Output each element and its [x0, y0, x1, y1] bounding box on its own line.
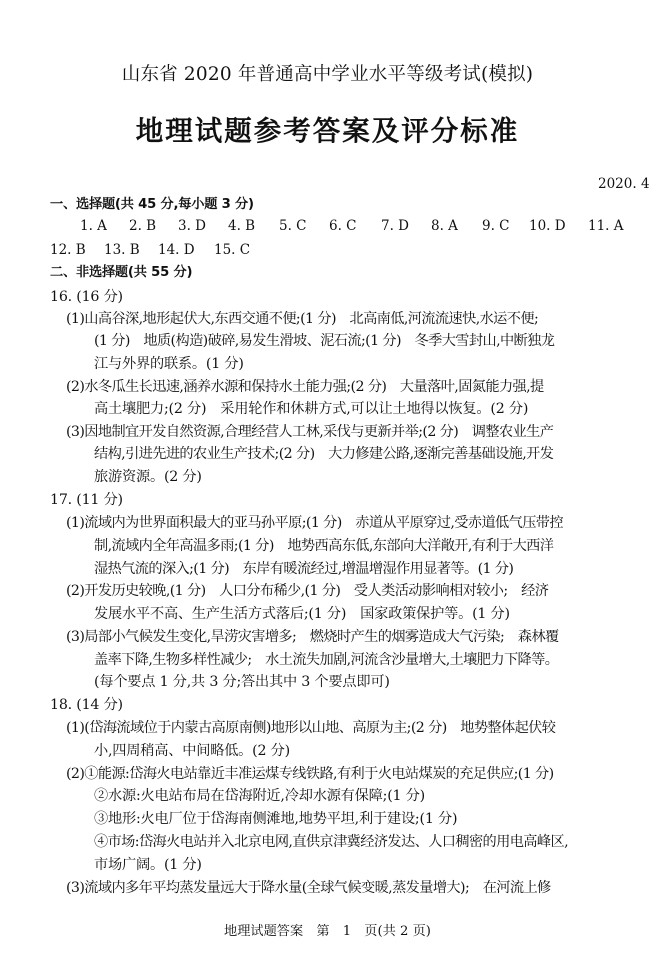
- answer-line: (3)因地制宜开发自然资源,合理经营人工林,采伐与更新并举;(2 分) 调整农业生产: [66, 424, 554, 440]
- answer-line: 制,流域内全年高温多雨;(1 分) 地势西高东低,东部向大洋敞开,有利于大西洋: [94, 538, 554, 554]
- choice-answer: 13. B: [104, 242, 140, 258]
- answer-line: 小,四周稍高、中间略低。(2 分): [94, 743, 290, 759]
- answer-line: (每个要点 1 分,共 3 分;答出其中 3 个要点即可): [94, 674, 390, 690]
- choice-answer: 15. C: [214, 242, 251, 258]
- choice-answer: 14. D: [158, 242, 195, 258]
- answer-line: ②水源:火电站布局在岱海附近,冷却水源有保障;(1 分): [94, 788, 426, 804]
- choice-answer: 8. A: [431, 218, 458, 234]
- answer-line: (3)流域内多年平均蒸发量远大于降水量(全球气候变暖,蒸发量增大); 在河流上修: [66, 880, 551, 896]
- answer-line: 结构,引进先进的农业生产技术;(2 分) 大力修建公路,逐渐完善基础设施,开发: [94, 446, 554, 462]
- answer-line: ③地形:火电厂位于岱海南侧滩地,地势平坦,利于建设;(1 分): [94, 811, 458, 827]
- answer-line: 江与外界的联系。(1 分): [94, 356, 244, 372]
- choice-answer: 5. C: [279, 218, 307, 234]
- choice-answer: 9. C: [482, 218, 510, 234]
- choice-answer: 3. D: [178, 218, 206, 234]
- answer-line: (1)(岱海流域位于内蒙古高原南侧)地形以山地、高原为主;(2 分) 地势整体起伏较: [66, 720, 556, 736]
- section-heading-nonchoice: 二、非选择题(共 55 分): [50, 265, 193, 280]
- answer-line: 湿热气流的深入;(1 分) 东岸有暖流经过,增温增湿作用显著等。(1 分): [94, 561, 514, 577]
- answer-line: 发展水平不高、生产生活方式落后;(1 分) 国家政策保护等。(1 分): [94, 606, 510, 622]
- answer-line: (2)水冬瓜生长迅速,涵养水源和保持水土能力强;(2 分) 大量落叶,固氮能力强,提: [66, 379, 544, 395]
- choice-answer: 12. B: [50, 242, 86, 258]
- answer-line: 旅游资源。(2 分): [94, 469, 202, 485]
- answer-line: (1)流域内为世界面积最大的亚马孙平原;(1 分) 赤道从平原穿过,受赤道低气压带控: [66, 515, 563, 531]
- page-footer: 地理试题答案 第 1 页(共 2 页): [224, 924, 431, 939]
- choice-answer: 2. B: [129, 218, 157, 234]
- document-title: 地理试题参考答案及评分标准: [135, 115, 520, 147]
- choice-answer: 7. D: [381, 218, 409, 234]
- choice-answer: 10. D: [529, 218, 566, 234]
- choice-answer: 4. B: [228, 218, 256, 234]
- answer-line: (1)山高谷深,地形起伏大,东西交通不便;(1 分) 北高南低,河流流速快,水运不便;: [66, 311, 539, 327]
- answer-line: (1 分) 地质(构造)破碎,易发生滑坡、泥石流;(1 分) 冬季大雪封山,中断独龙: [94, 333, 555, 349]
- choice-answer: 6. C: [329, 218, 357, 234]
- answer-line: 高土壤肥力;(2 分) 采用轮作和休耕方式,可以让土地得以恢复。(2 分): [94, 401, 529, 417]
- document-date: 2020. 4: [598, 176, 650, 192]
- exam-title: 山东省 2020 年普通高中学业水平等级考试(模拟): [121, 64, 534, 85]
- section-heading-choice: 一、选择题(共 45 分,每小题 3 分): [50, 197, 254, 212]
- question-heading: 17. (11 分): [50, 492, 123, 508]
- answer-line: (2)①能源:岱海火电站靠近丰准运煤专线铁路,有利于火电站煤炭的充足供应;(1 分): [66, 766, 554, 782]
- answer-line: 市场广阔。(1 分): [94, 857, 202, 873]
- question-heading: 16. (16 分): [50, 289, 123, 305]
- choice-answer: 11. A: [588, 218, 624, 234]
- choice-answer: 1. A: [80, 218, 107, 234]
- answer-line: ④市场:岱海火电站并入北京电网,直供京津冀经济发达、人口稠密的用电高峰区,: [94, 834, 568, 850]
- answer-line: 盖率下降,生物多样性减少; 水土流失加剧,河流含沙量增大,土壤肥力下降等。: [94, 652, 559, 668]
- answer-line: (3)局部小气候发生变化,旱涝灾害增多; 燃烧时产生的烟雾造成大气污染; 森林覆: [66, 629, 559, 645]
- answer-line: (2)开发历史较晚,(1 分) 人口分布稀少,(1 分) 受人类活动影响相对较小; 经济: [66, 583, 549, 599]
- question-heading: 18. (14 分): [50, 697, 123, 713]
